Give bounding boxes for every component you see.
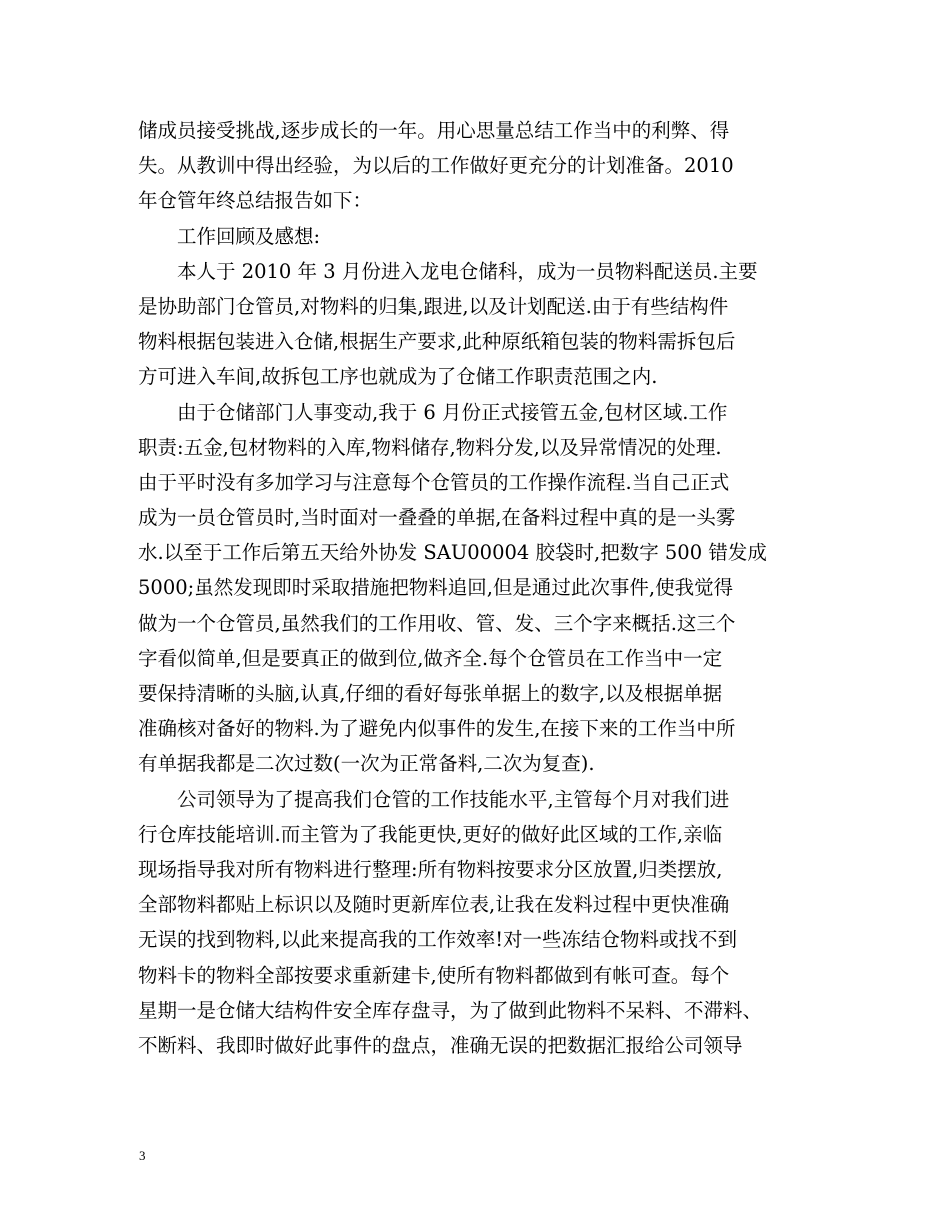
text-line: 准确核对备好的物料.为了避免内似事件的发生,在接下来的工作当中所 [138,717,736,741]
text-line: 要保持清晰的头脑,认真,仔细的看好每张单据上的数字,以及根据单据 [138,682,723,705]
text-line: 有单据我都是二次过数(一次为正常备料,二次为复查). [138,752,595,776]
text-line: 职责:五金,包材物料的入库,物料储存,物料分发,以及异常情况的处理. [138,435,722,459]
text-line: 成为一员仓管员时,当时面对一叠叠的单据,在备料过程中真的是一头雾 [138,506,736,530]
page-number: 3 [139,1148,146,1163]
text-line: 储成员接受挑战,逐步成长的一年。用心思量总结工作当中的利弊、得 [138,119,730,142]
text-line: 由于平时没有多加学习与注意每个仓管员的工作操作流程.当自己正式 [138,470,730,494]
text-line: 工作回顾及感想: [138,224,321,248]
text-line: 年仓管年终总结报告如下： [138,189,373,213]
text-line: 5000;虽然发现即时采取措施把物料追回,但是通过此次事件,使我觉得 [138,576,734,600]
text-line: 行仓库技能培训.而主管为了我能更快,更好的做好此区域的工作,亲临 [138,822,723,846]
text-line: 是协助部门仓管员,对物料的归集,跟进,以及计划配送.由于有些结构件 [138,294,729,318]
text-line: 不断料、我即时做好此事件的盘点，准确无误的把数据汇报给公司领导 [138,1033,743,1057]
text-line: 物料卡的物料全部按要求重新建卡,使所有物料都做到有帐可查。每个 [138,963,730,987]
text-line: 公司领导为了提高我们仓管的工作技能水平,主管每个月对我们进 [138,787,730,811]
text-line: 由于仓储部门人事变动,我于 6 月份正式接管五金,包材区域.工作 [138,400,728,424]
text-line: 无误的找到物料,以此来提高我的工作效率!对一些冻结仓物料或找不到 [138,928,738,952]
text-line: 水.以至于工作后第五天给外协发 SAU00004 胶袋时,把数字 500 错发成 [138,541,767,565]
text-line: 全部物料都贴上标识以及随时更新库位表,让我在发料过程中更快准确 [138,893,730,917]
text-line: 本人于 2010 年 3 月份进入龙电仓储科，成为一员物料配送员.主要 [138,259,758,283]
text-line: 失。从教训中得出经验，为以后的工作做好更充分的计划准备。2010 [138,154,734,178]
body-text [138,113,818,1063]
text-line: 做为一个仓管员,虽然我们的工作用收、管、发、三个字来概括.这三个 [138,611,736,635]
text-line: 方可进入车间,故拆包工序也就成为了仓储工作职责范围之内. [138,365,658,389]
text-line: 现场指导我对所有物料进行整理:所有物料按要求分区放置,归类摆放, [138,857,723,881]
text-line: 物料根据包装进入仓储,根据生产要求,此种原纸箱包装的物料需拆包后 [138,330,736,354]
text-line: 字看似简单,但是要真正的做到位,做齐全.每个仓管员在工作当中一定 [138,646,723,670]
text-line: 星期一是仓储大结构件安全库存盘寻，为了做到此物料不呆料、不滞料、 [138,998,763,1022]
